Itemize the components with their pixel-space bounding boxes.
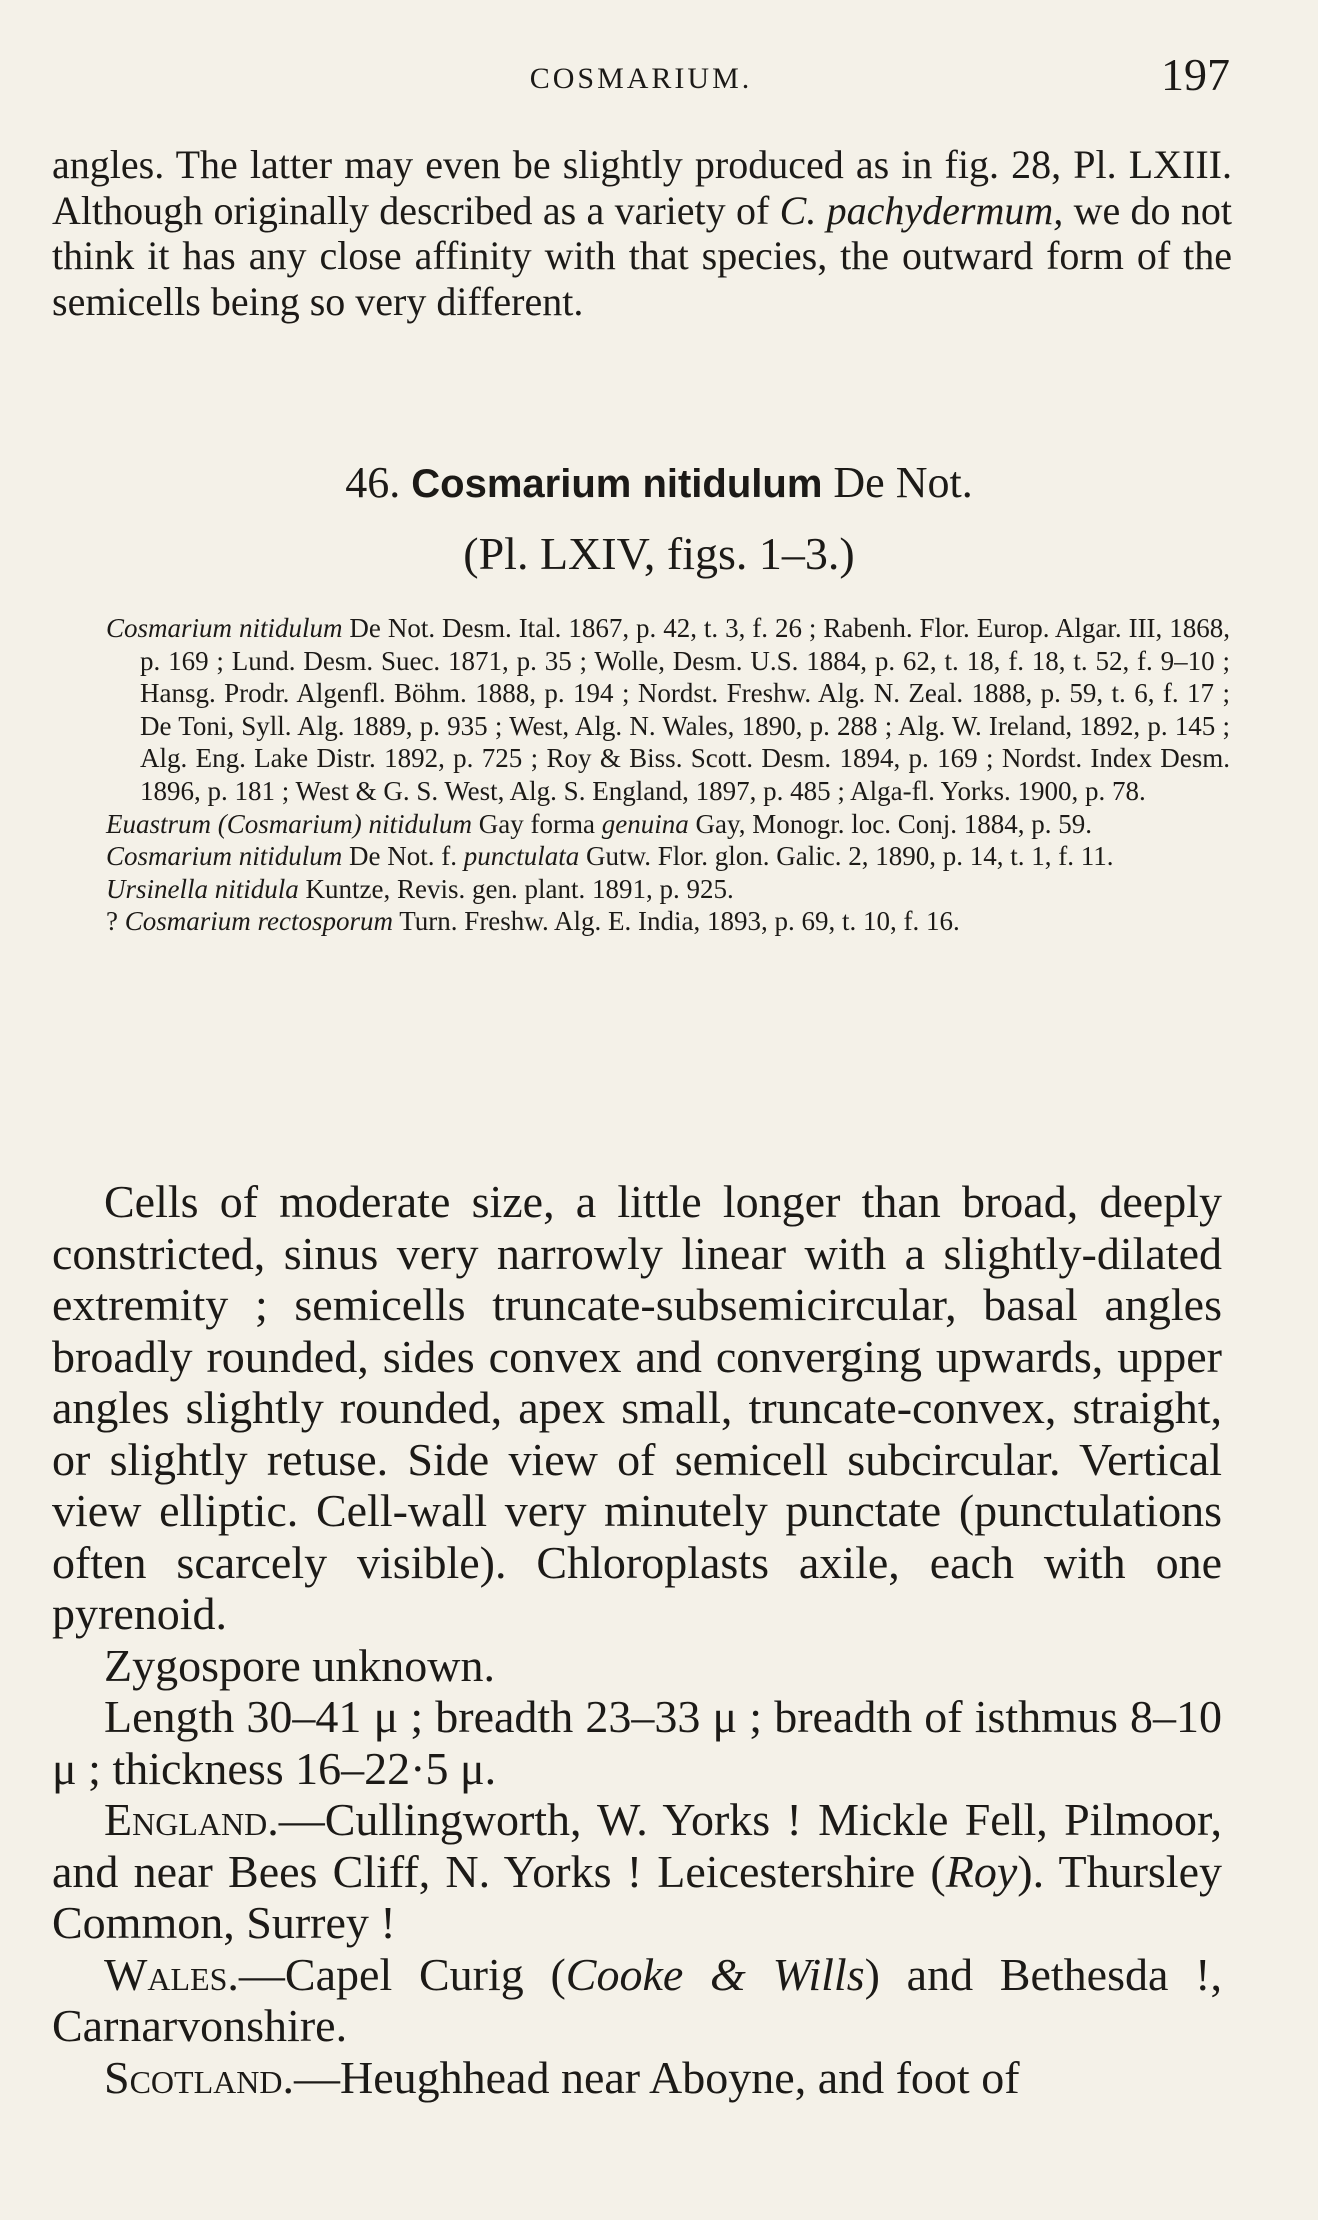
synonym-citation: Gutw. Flor. glon. Galic. 2, 1890, p. 14, t. 1, f. 11. bbox=[579, 841, 1114, 872]
synonymy-entry bbox=[106, 873, 1230, 906]
collector-name: Cooke & Wills bbox=[565, 1948, 865, 2000]
distribution-wales bbox=[52, 1949, 1222, 2052]
synonym-citation: De Not. f. bbox=[342, 841, 464, 872]
intro-paragraph bbox=[52, 142, 1232, 324]
intro-species: C. pachydermum, bbox=[779, 187, 1064, 233]
plate-reference: (Pl. LXIV, figs. 1–3.) bbox=[463, 528, 855, 579]
synonym-citation: De Not. Desm. Ital. 1867, p. 42, t. 3, f. 26 ; Rabenh. Flor. Europ. Algar. III, 1868, p. 169 ; Lund. Desm. Suec. 1871, p. 35 ; Wolle, Desm. U.S. 1884, p. 62, t. 18, f. 18, t. 52, f. 9–10 ; Hansg. Prodr. Algenfl. Böhm. 1888, p. 194 ; Nordst. Freshw. Alg. N. Zeal. 1888, p. 59, t. 6, f. 17 ; De Toni, Syll. Alg. 1889, p. 935 ; West, Alg. N. Wales, 1890, p. 288 ; Alg. W. Ireland, 1892, p. 145 ; Alg. Eng. Lake Distr. 1892, p. 725 ; Roy & Biss. Scott. Desm. 1894, p. 169 ; Nordst. Index Desm. 1896, p. 181 ; West & G. S. West, Alg. S. England, 1897, p. 485 ; Alga-fl. Yorks. 1900, p. 78. bbox=[140, 613, 1230, 806]
synonymy-entry bbox=[106, 612, 1230, 808]
page-header bbox=[52, 48, 1230, 98]
species-heading bbox=[0, 458, 1318, 509]
locality-text: —Cullingworth, W. Yorks ! Mickle Fell, Pilmoor, and near Bees Cliff, N. Yorks ! Leicestershire ( bbox=[52, 1794, 1222, 1897]
species-description bbox=[52, 1176, 1222, 2103]
zygospore-note: Zygospore unknown. bbox=[104, 1639, 495, 1691]
distribution-scotland bbox=[52, 2052, 1222, 2104]
species-author: De Not. bbox=[833, 458, 973, 507]
synonym-query-mark: ? bbox=[106, 906, 125, 937]
synonym-form: punctulata bbox=[463, 841, 580, 872]
running-head: COSMARIUM. bbox=[529, 62, 753, 95]
species-name: Cosmarium nitidulum bbox=[411, 462, 823, 506]
synonym-taxon: Cosmarium nitidulum bbox=[106, 841, 343, 872]
synonym-citation: Gay, Monogr. loc. Conj. 1884, p. 59. bbox=[688, 808, 1092, 839]
synonym-citation: Kuntze, Revis. gen. plant. 1891, p. 925. bbox=[298, 873, 734, 904]
region-label: England. bbox=[104, 1794, 279, 1845]
locality-text: ) and Bethesda !, Carnarvonshire. bbox=[52, 1948, 1222, 2051]
region-label: Wales. bbox=[104, 1948, 239, 2000]
synonymy-list bbox=[106, 612, 1230, 938]
synonym-taxon: Cosmarium nitidulum bbox=[106, 613, 343, 643]
synonym-citation: Gay forma bbox=[472, 808, 602, 839]
intro-text-b: we do not think it has any close affinity with that species, the outward form of the semicells being so very different. bbox=[52, 187, 1232, 324]
collector-name: Roy bbox=[945, 1845, 1018, 1897]
page-number: 197 bbox=[1161, 49, 1230, 100]
synonym-taxon: Euastrum (Cosmarium) nitidulum bbox=[106, 808, 473, 839]
distribution-england bbox=[52, 1794, 1222, 1949]
locality-text: —Capel Curig ( bbox=[238, 1948, 566, 2000]
synonymy-entry bbox=[106, 808, 1230, 841]
species-number: 46. bbox=[345, 458, 401, 507]
intro-text-a: angles. The latter may even be slightly produced as in fig. 28, Pl. LXIII. Although originally described as a variety of bbox=[52, 142, 1232, 233]
synonym-taxon: Ursinella nitidula bbox=[106, 873, 299, 904]
locality-text: —Heughhead near Aboyne, and foot of bbox=[293, 2051, 1020, 2103]
synonym-form: genuina bbox=[601, 808, 689, 839]
synonym-citation: Turn. Freshw. Alg. E. India, 1893, p. 69, t. 10, f. 16. bbox=[393, 906, 960, 937]
description-body: Cells of moderate size, a little longer than broad, deeply constricted, sinus very narrowly linear with a slightly-dilated extremity ; semicells truncate-subsemicircular, basal angles broadly rounded, sides convex and converging upwards, upper angles slightly rounded, apex small, truncate-convex, straight, or slightly retuse. Side view of semicell subcircular. Vertical view elliptic. Cell-wall very minutely punctate (punctulations often scarcely visible). Chloroplasts axile, each with one pyrenoid. bbox=[52, 1176, 1222, 1639]
synonymy-entry bbox=[106, 840, 1230, 873]
synonym-taxon: Cosmarium rectosporum bbox=[124, 906, 393, 937]
locality-text: ). Thursley Common, Surrey ! bbox=[52, 1845, 1222, 1948]
region-label: Scotland. bbox=[104, 2051, 294, 2103]
synonymy-entry bbox=[106, 905, 1230, 938]
dimensions: Length 30–41 μ ; breadth 23–33 μ ; breadth of isthmus 8–10 μ ; thickness 16–22·5 μ. bbox=[52, 1691, 1222, 1794]
